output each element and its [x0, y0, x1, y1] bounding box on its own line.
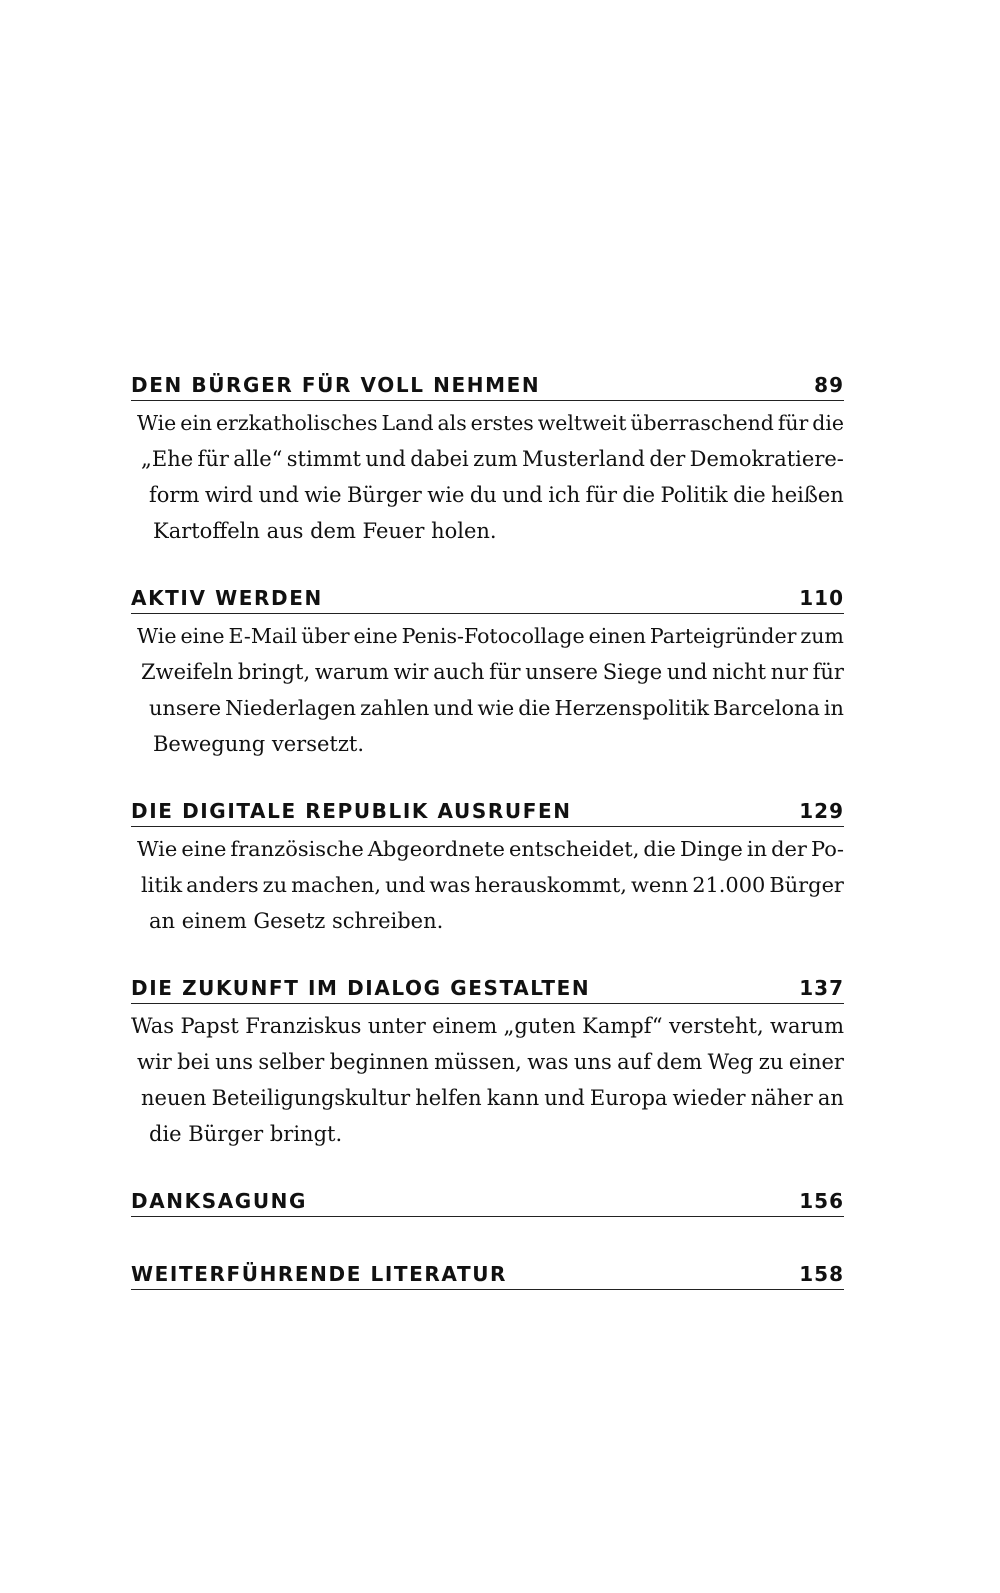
toc-heading-row — [131, 798, 844, 827]
page-number: 129 — [799, 799, 844, 823]
description-line: unsere Niederlagen zahlen und wie die Herzenspolitik Barcelona in — [149, 696, 844, 720]
page-number: 110 — [799, 586, 844, 610]
description-line: Bewegung versetzt. — [153, 732, 365, 756]
chapter-description — [131, 1008, 844, 1152]
chapter-title: DEN BÜRGER FÜR VOLL NEHMEN — [131, 373, 541, 397]
description-line: an einem Gesetz schreiben. — [149, 909, 444, 933]
description-line: Wie ein erzkatholisches Land als erstes weltweit überraschend für die — [137, 411, 844, 435]
toc-entry — [131, 372, 844, 549]
toc-entry — [131, 1188, 844, 1217]
description-line: Wie eine französische Abgeordnete entscheidet, die Dinge in der Po- — [137, 837, 844, 861]
description-line: Wie eine E-Mail über eine Penis-Fotocollage einen Parteigründer zum — [137, 624, 844, 648]
description-line: form wird und wie Bürger wie du und ich für die Politik die heißen — [149, 483, 844, 507]
toc-entry — [131, 585, 844, 762]
page-number: 156 — [799, 1189, 844, 1213]
toc-heading-row — [131, 1261, 844, 1290]
description-line: Was Papst Franziskus unter einem „guten Kampf“ versteht, warum — [131, 1014, 844, 1038]
chapter-description — [131, 405, 844, 549]
description-line: neuen Beteiligungskultur helfen kann und Europa wieder näher an — [141, 1086, 844, 1110]
description-line: Zweifeln bringt, warum wir auch für unsere Siege und nicht nur für — [141, 660, 844, 684]
toc-heading-row — [131, 585, 844, 614]
toc-heading-row — [131, 975, 844, 1004]
description-line: die Bürger bringt. — [149, 1122, 343, 1146]
table-of-contents — [131, 372, 844, 1290]
description-line: Kartoffeln aus dem Feuer holen. — [153, 519, 497, 543]
description-line: „Ehe für alle“ stimmt und dabei zum Musterland der Demokratiere- — [141, 447, 844, 471]
toc-heading-row — [131, 372, 844, 401]
chapter-title: AKTIV WERDEN — [131, 586, 323, 610]
chapter-title: DIE ZUKUNFT IM DIALOG GESTALTEN — [131, 976, 591, 1000]
page-number: 158 — [799, 1262, 844, 1286]
description-line: litik anders zu machen, und was herauskommt, wenn 21.000 Bürger — [141, 873, 844, 897]
chapter-title: DANKSAGUNG — [131, 1189, 308, 1213]
toc-entry — [131, 798, 844, 939]
chapter-description — [131, 618, 844, 762]
toc-entry — [131, 975, 844, 1152]
chapter-title: DIE DIGITALE REPUBLIK AUSRUFEN — [131, 799, 572, 823]
description-line: wir bei uns selber beginnen müssen, was uns auf dem Weg zu einer — [137, 1050, 844, 1074]
page-number: 89 — [814, 373, 844, 397]
toc-heading-row — [131, 1188, 844, 1217]
page-number: 137 — [799, 976, 844, 1000]
toc-entry — [131, 1261, 844, 1290]
chapter-description — [131, 831, 844, 939]
chapter-title: WEITERFÜHRENDE LITERATUR — [131, 1262, 508, 1286]
